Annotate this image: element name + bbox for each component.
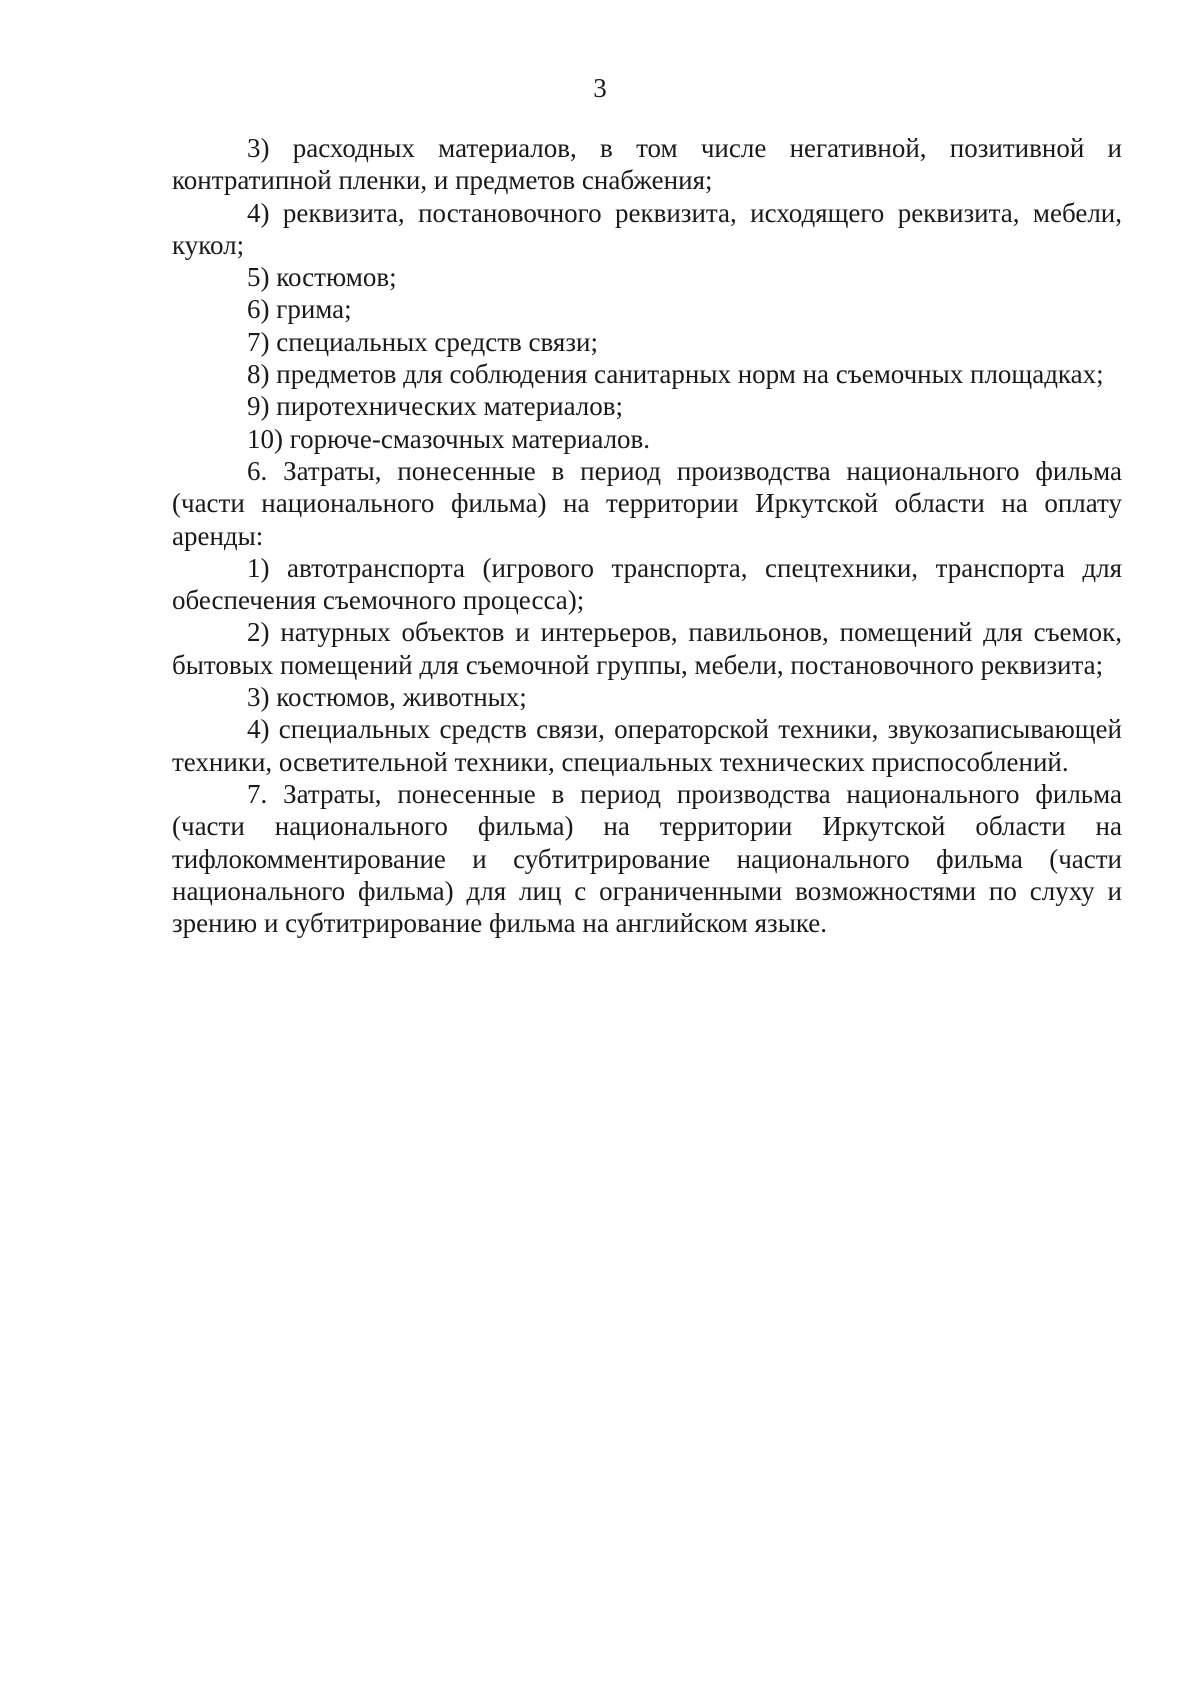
rental-item-2-locations: 2) натурных объектов и интерьеров, павильонов, помещений для съемок, бытовых помещений для съемочной группы, мебели, постановочного реквизита; <box>172 617 1122 680</box>
list-item-9-pyrotechnics: 9) пиротехнических материалов; <box>247 391 624 422</box>
list-item-6-makeup: 6) грима; <box>247 294 352 325</box>
rental-item-1-vehicles: 1) автотранспорта (игрового транспорта, спецтехники, транспорта для обеспечения съемочного процесса); <box>172 552 1122 616</box>
section-7-accessibility-costs: 7. Затраты, понесенные в период производства национального фильма (части национального фильма) на территории Иркутской области на тифлокомментирование и субтитрирование национального фильма (части национального фильма) для лиц с ограниченными возможностями по слуху и зрению и субтитрирование фильма на английском языке. <box>172 778 1122 939</box>
document-body <box>172 132 1122 939</box>
page-number: 3 <box>593 73 607 103</box>
list-item-8-sanitary: 8) предметов для соблюдения санитарных норм на съемочных площадках; <box>247 359 1104 390</box>
section-6-rental-costs: 6. Затраты, понесенные в период производства национального фильма (части национального фильма) на территории Иркутской области на оплату аренды: <box>172 455 1122 551</box>
list-item-10-fuel: 10) горюче-смазочных материалов. <box>247 423 651 454</box>
list-item-4-props: 4) реквизита, постановочного реквизита, исходящего реквизита, мебели, кукол; <box>172 197 1122 260</box>
list-item-3-consumables: 3) расходных материалов, в том числе негативной, позитивной и контратипной пленки, и предметов снабжения; <box>172 133 1122 196</box>
list-item-5-costumes: 5) костюмов; <box>247 262 397 293</box>
rental-item-3-costumes-animals: 3) костюмов, животных; <box>247 682 527 713</box>
rental-item-4-equipment: 4) специальных средств связи, операторской техники, звукозаписывающей техники, осветительной техники, специальных технических приспособлений. <box>172 714 1122 777</box>
list-item-7-communications: 7) специальных средств связи; <box>247 326 598 357</box>
